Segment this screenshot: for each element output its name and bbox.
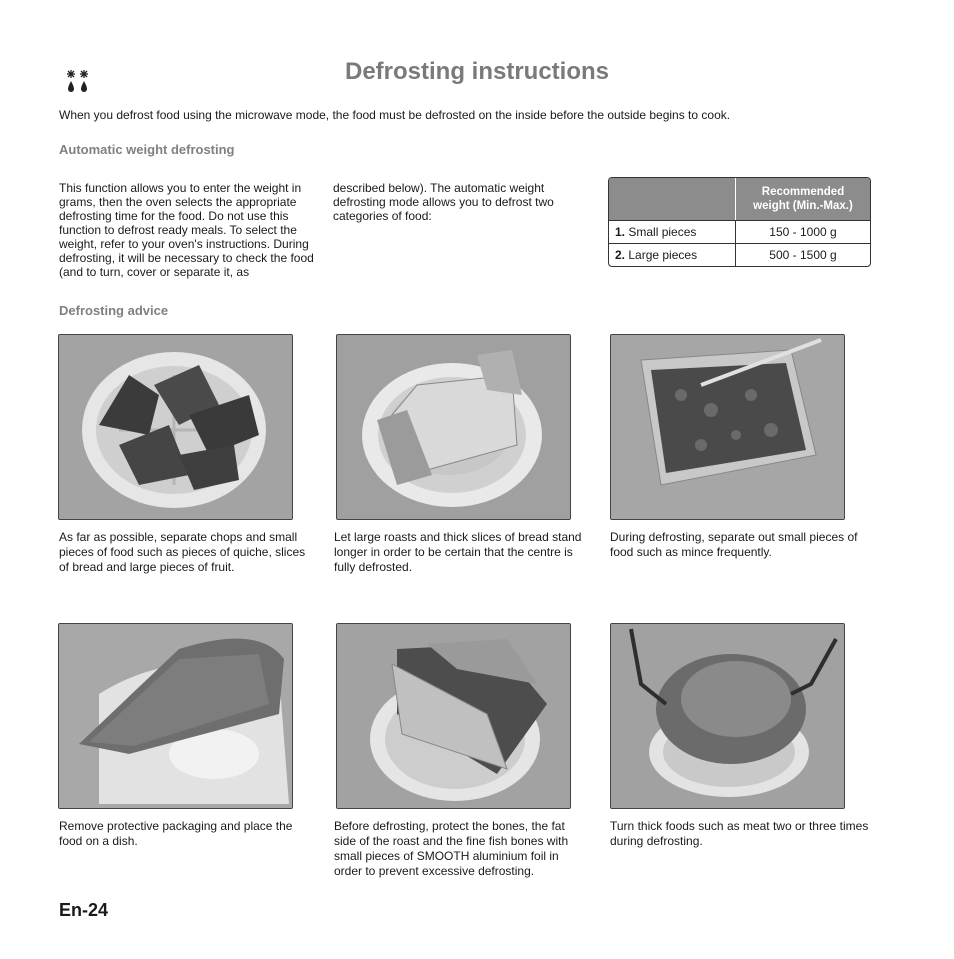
table-cell-weight: 500 - 1500 g — [736, 243, 870, 266]
caption-3: During defrosting, separate out small pieces of food such as mince frequently. — [610, 530, 858, 559]
table-header-row — [609, 178, 870, 220]
caption-4: Remove protective packaging and place the food on a dish. — [59, 819, 293, 848]
heading-automatic-weight-defrosting: Automatic weight defrosting — [59, 142, 235, 157]
table-header-weight: Recommended weight (Min.-Max.) — [736, 178, 870, 220]
auto-paragraph-col1: This function allows you to enter the weight in grams, then the oven selects the appropriate defrosting time for the food. Do not use this function to defrost ready meals. To select the weight, refer to your oven's instructions. During defrosting, it will be necessary to check the food (and to turn, cover or separate it, as — [59, 181, 314, 279]
table-header-blank — [609, 178, 736, 220]
caption-1: As far as possible, separate chops and small pieces of food such as pieces of quiche, slices of bread and large pieces of fruit. — [59, 530, 306, 574]
photo-roast-in-foil — [336, 334, 571, 520]
photo-mince-in-tray — [610, 334, 845, 520]
table-cell-weight: 150 - 1000 g — [736, 220, 870, 243]
caption-5: Before defrosting, protect the bones, the fat side of the roast and the fine fish bones with small pieces of SMOOTH aluminium foil in order to prevent excessive defrosting. — [334, 819, 569, 878]
heading-defrosting-advice: Defrosting advice — [59, 303, 169, 318]
caption-6: Turn thick foods such as meat two or three times during defrosting. — [610, 819, 869, 848]
photo-chops-on-dish — [58, 334, 293, 520]
photo-fish-on-dish — [58, 623, 293, 809]
table-row — [609, 243, 870, 266]
page-title: Defrosting instructions — [344, 58, 609, 85]
table-cell-category: 1. Small pieces — [609, 220, 736, 243]
caption-2: Let large roasts and thick slices of bread stand longer in order to be certain that the centre is fully defrosted. — [334, 530, 582, 574]
photo-poultry-turning — [610, 623, 845, 809]
weight-table — [608, 177, 871, 267]
page-number: En-24 — [59, 900, 109, 920]
table-cell-category: 2. Large pieces — [609, 243, 736, 266]
intro-text: When you defrost food using the microwave mode, the food must be defrosted on the inside before the outside begins to cook. — [59, 108, 731, 122]
auto-paragraph-col2: described below). The automatic weight defrosting mode allows you to defrost two categories of food: — [333, 181, 554, 223]
table-row — [609, 220, 870, 243]
photo-roast-with-foil — [336, 623, 571, 809]
